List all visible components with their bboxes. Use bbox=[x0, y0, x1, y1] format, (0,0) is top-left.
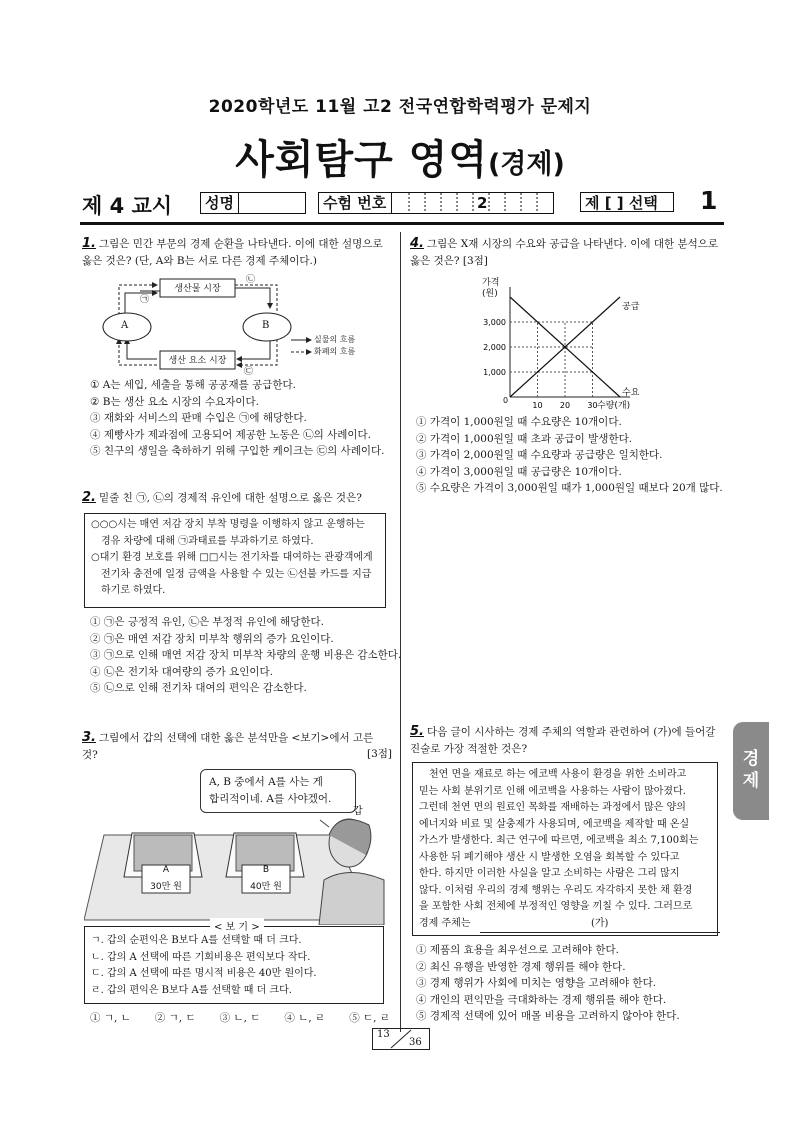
option[interactable]: ③ 경제 행위가 사회에 미치는 영향을 고려해야 한다. bbox=[416, 977, 657, 989]
option[interactable]: ③ ㉠으로 인해 매연 저감 장치 미부착 차량의 운행 비용은 감소한다. bbox=[90, 649, 402, 661]
option[interactable]: ⑤ ㄷ, ㄹ bbox=[349, 1012, 390, 1024]
exam-line: 2020학년도 11월 고2 전국연합학력평가 문제지 bbox=[208, 97, 592, 117]
product-market-label: 생산물 시장 bbox=[174, 284, 221, 294]
option[interactable]: ② 가격이 1,000원일 때 초과 공급이 발생한다. bbox=[416, 432, 633, 445]
page-number: 1 bbox=[700, 186, 718, 215]
question-1-options bbox=[90, 377, 384, 460]
passage-line: 그런데 천연 면의 원료인 목화를 재배하는 과정에서 많은 양의 bbox=[419, 802, 686, 813]
option[interactable]: ① ㄱ, ㄴ bbox=[90, 1012, 131, 1024]
question-4-number: 4. bbox=[410, 236, 424, 251]
mark-c: ㉢ bbox=[244, 367, 254, 377]
question-2-number: 2. bbox=[82, 490, 96, 505]
passage-line: 믿는 사회 분위기로 인해 에코백을 사용하는 사람이 많아졌다. bbox=[419, 785, 686, 797]
y-tick-label: 1,000 bbox=[483, 368, 506, 377]
flow-arrow bbox=[127, 339, 157, 359]
bogi-box bbox=[84, 926, 384, 1004]
passage-last-text: 경제 주체는 bbox=[419, 917, 471, 929]
money-flow-arrow bbox=[237, 339, 277, 365]
bogi-item: ㄴ. 갑의 A 선택에 따른 기회비용은 편익보다 작다. bbox=[91, 951, 311, 963]
option[interactable]: ④ ㉡은 전기차 대여량의 증가 요인이다. bbox=[90, 665, 274, 678]
title-sub: (경제) bbox=[487, 149, 565, 180]
exam-number-digit: 2 bbox=[477, 194, 488, 212]
passage-line bbox=[419, 916, 711, 934]
x-axis-label: 수량(개) bbox=[597, 401, 631, 411]
option[interactable]: ⑤ ㉡으로 인해 전기차 대여의 편익은 감소한다. bbox=[90, 682, 307, 694]
mark-b: ㉡ bbox=[246, 275, 256, 285]
bogi-item: ㄹ. 갑의 편익은 B보다 A를 선택할 때 더 크다. bbox=[91, 984, 292, 996]
passage-line: 을 포함한 사회 전체에 부정적인 영향을 끼칠 수 있다. 그러므로 bbox=[419, 901, 693, 912]
bogi-label: < 보 기 > bbox=[210, 918, 264, 933]
option[interactable]: ② B는 생산 요소 시장의 수요자이다. bbox=[90, 395, 260, 408]
factor-market-label: 생산 요소 시장 bbox=[168, 356, 227, 366]
x-tick-label: 30 bbox=[587, 401, 598, 410]
option[interactable]: ③ ㄴ, ㄷ bbox=[219, 1012, 261, 1024]
question-2-passage-box bbox=[84, 513, 386, 608]
subject-side-tab bbox=[733, 722, 769, 820]
option[interactable]: ② 최신 유행을 반영한 경제 행위를 해야 한다. bbox=[416, 960, 626, 973]
y-axis-label: 가격 (원) bbox=[482, 278, 500, 299]
question-5-stem: 다음 글이 시사하는 경제 주체의 역할과 관련하여 (가)에 들어갈 진술로 가장 적절한 것은? bbox=[410, 726, 716, 755]
bubble-line: A, B 중에서 A를 사는 게 bbox=[209, 776, 323, 788]
question-2 bbox=[82, 490, 392, 507]
passage-line: ○○○시는 매연 저감 장치 부착 명령을 이행하지 않고 운행하는 bbox=[91, 519, 365, 530]
question-5 bbox=[410, 724, 726, 757]
passage-line: 하기로 하였다. bbox=[101, 585, 166, 596]
node-b: B bbox=[262, 320, 270, 331]
item-a-price: 30만 원 bbox=[150, 882, 182, 892]
y-tick-label: 3,000 bbox=[483, 318, 506, 327]
question-3-options bbox=[90, 1010, 390, 1027]
bogi-item: ㄷ. 갑의 A 선택에 따른 명시적 비용은 40만 원이다. bbox=[91, 968, 317, 979]
question-2-stem: 밑줄 친 ㉠, ㉡의 경제적 유인에 대한 설명으로 옳은 것은? bbox=[98, 492, 362, 504]
blank-ga: (가) bbox=[480, 916, 720, 934]
legend-real-flow: 실물의 흐름 bbox=[314, 335, 356, 344]
option[interactable]: ② ㉠은 매연 저감 장치 미부착 행위의 증가 요인이다. bbox=[90, 632, 334, 645]
option[interactable]: ③ 재화와 서비스의 판매 수입은 ㉠에 해당한다. bbox=[90, 412, 307, 424]
total-pages: 36 bbox=[409, 1037, 422, 1048]
item-b-price: 40만 원 bbox=[250, 882, 282, 892]
item-b-name: B bbox=[262, 865, 270, 875]
option[interactable]: ① 가격이 1,000원일 때 수요량은 10개이다. bbox=[416, 416, 622, 428]
question-3-stem: 그림에서 갑의 선택에 대한 옳은 분석만을 <보기>에서 고른 것? bbox=[82, 732, 374, 761]
option[interactable]: ⑤ 수요량은 가격이 3,000원일 때가 1,000원일 때보다 20개 많다. bbox=[416, 482, 723, 494]
option[interactable]: ③ 가격이 2,000원일 때 수요량과 공급량은 일치한다. bbox=[416, 449, 663, 461]
exam-number-cells bbox=[393, 193, 553, 213]
question-5-options bbox=[416, 942, 680, 1025]
title-main: 사회탐구 영역 bbox=[235, 137, 488, 183]
passage-line: 가스가 발생한다. 최근 연구에 따르면, 에코백을 최소 7,100회는 bbox=[419, 835, 699, 846]
page-indicator bbox=[372, 1028, 430, 1050]
question-3-points: [3점] bbox=[367, 748, 393, 760]
bogi-item: ㄱ. 갑의 순편익은 B보다 A를 선택할 때 더 크다. bbox=[91, 935, 302, 946]
flow-arrow bbox=[235, 288, 270, 308]
question-2-options bbox=[90, 614, 401, 697]
supply-demand-chart bbox=[470, 276, 670, 411]
purchase-scene-illustration bbox=[84, 795, 389, 925]
period-label: 제 4 교시 bbox=[82, 194, 173, 218]
item-a-name: A bbox=[162, 865, 170, 875]
passage-line: 전기차 충전에 일정 금액을 사용할 수 있는 ㉡선불 카드를 지급 bbox=[101, 568, 372, 580]
side-tab-label: 경제 bbox=[742, 749, 760, 791]
money-flow-arrow bbox=[235, 285, 277, 311]
node-a: A bbox=[121, 320, 129, 331]
header-rule bbox=[80, 222, 724, 225]
question-4 bbox=[410, 236, 722, 269]
question-5-number: 5. bbox=[410, 724, 424, 739]
question-4-options bbox=[416, 414, 723, 497]
passage-line: 사용한 뒤 폐기해야 생산 시 발생한 오염을 회복할 수 있다고 bbox=[419, 851, 680, 863]
option[interactable]: ④ 개인의 편익만을 극대화하는 경제 행위를 해야 한다. bbox=[416, 993, 667, 1006]
current-page: 13 bbox=[377, 1029, 390, 1040]
option[interactable]: ⑤ 친구의 생일을 축하하기 위해 구입한 케이크는 ㉢의 사례이다. bbox=[90, 445, 385, 457]
passage-line: 경유 차량에 대해 ㉠과태료를 부과하기로 하였다. bbox=[101, 535, 314, 547]
y-tick-label: 2,000 bbox=[483, 343, 506, 352]
mark-a: ㉠ bbox=[140, 295, 150, 305]
exam-number-label: 수험 번호 bbox=[319, 193, 392, 213]
money-flow-arrow bbox=[119, 339, 157, 365]
exam-number-box[interactable] bbox=[318, 192, 554, 214]
origin-label: 0 bbox=[503, 396, 509, 405]
option[interactable]: ⑤ 경제적 선택에 있어 매몰 비용을 고려하지 않아야 한다. bbox=[416, 1010, 680, 1022]
page-title bbox=[0, 128, 800, 185]
option[interactable]: ① ㉠은 긍정적 유인, ㉡은 부정적 유인에 해당한다. bbox=[90, 616, 324, 628]
series-label: 수요 bbox=[622, 388, 640, 398]
flow-arrow bbox=[237, 341, 270, 359]
passage-line: 한다. 하지만 이러한 사실을 알고 소비하는 사람은 그리 많지 bbox=[419, 868, 680, 879]
person-label: 갑 bbox=[353, 806, 363, 817]
name-box[interactable] bbox=[200, 192, 306, 214]
choice-box[interactable] bbox=[580, 192, 674, 212]
question-4-stem: 그림은 X재 시장의 수요와 공급을 나타낸다. 이에 대한 분석으로 옳은 것은? [3점] bbox=[410, 238, 719, 267]
option[interactable]: ④ 제빵사가 제과점에 고용되어 제공한 노동은 ㉡의 사례이다. bbox=[90, 428, 371, 441]
x-tick-label: 20 bbox=[559, 401, 571, 410]
option[interactable]: ④ 가격이 3,000원일 때 공급량은 10개이다. bbox=[416, 465, 622, 478]
option[interactable]: ② ㄱ, ㄷ bbox=[154, 1012, 196, 1024]
bubble-line: 합리적이네. A를 사야겠어. bbox=[209, 793, 332, 805]
question-3-number: 3. bbox=[82, 730, 96, 745]
option[interactable]: ① A는 세입, 세출을 통해 공공재를 공급한다. bbox=[90, 379, 296, 391]
question-1 bbox=[82, 236, 392, 269]
passage-line: 천연 면을 재료로 하는 에코백 사용이 환경을 위한 소비라고 bbox=[429, 769, 687, 780]
passage-line: 않다. 이처럼 우리의 경제 행위는 우리도 자각하지 못한 채 환경 bbox=[419, 884, 693, 896]
question-1-number: 1. bbox=[82, 236, 96, 251]
question-1-stem: 그림은 민간 부문의 경제 순환을 나타낸다. 이에 대한 설명으로 옳은 것은? (단, A와 B는 서로 다른 경제 주체이다.) bbox=[82, 238, 383, 267]
name-label: 성명 bbox=[201, 193, 239, 213]
question-5-passage-box bbox=[412, 762, 718, 936]
legend-money-flow: 화폐의 흐름 bbox=[314, 347, 356, 356]
passage-line: 에너지와 비료 및 살충제가 사용되며, 에코백을 제작할 때 온실 bbox=[419, 818, 690, 830]
option[interactable]: ④ ㄴ, ㄹ bbox=[284, 1012, 326, 1024]
choice-label: 제 [ ] 선택 bbox=[585, 194, 658, 212]
x-tick-label: 10 bbox=[532, 401, 543, 410]
series-label: 공급 bbox=[622, 302, 640, 312]
question-3 bbox=[82, 730, 392, 763]
option[interactable]: ① 제품의 효용을 최우선으로 고려해야 한다. bbox=[416, 944, 619, 956]
passage-line: ○대기 환경 보호를 위해 □□시는 전기차를 대여하는 관광객에게 bbox=[91, 552, 373, 563]
